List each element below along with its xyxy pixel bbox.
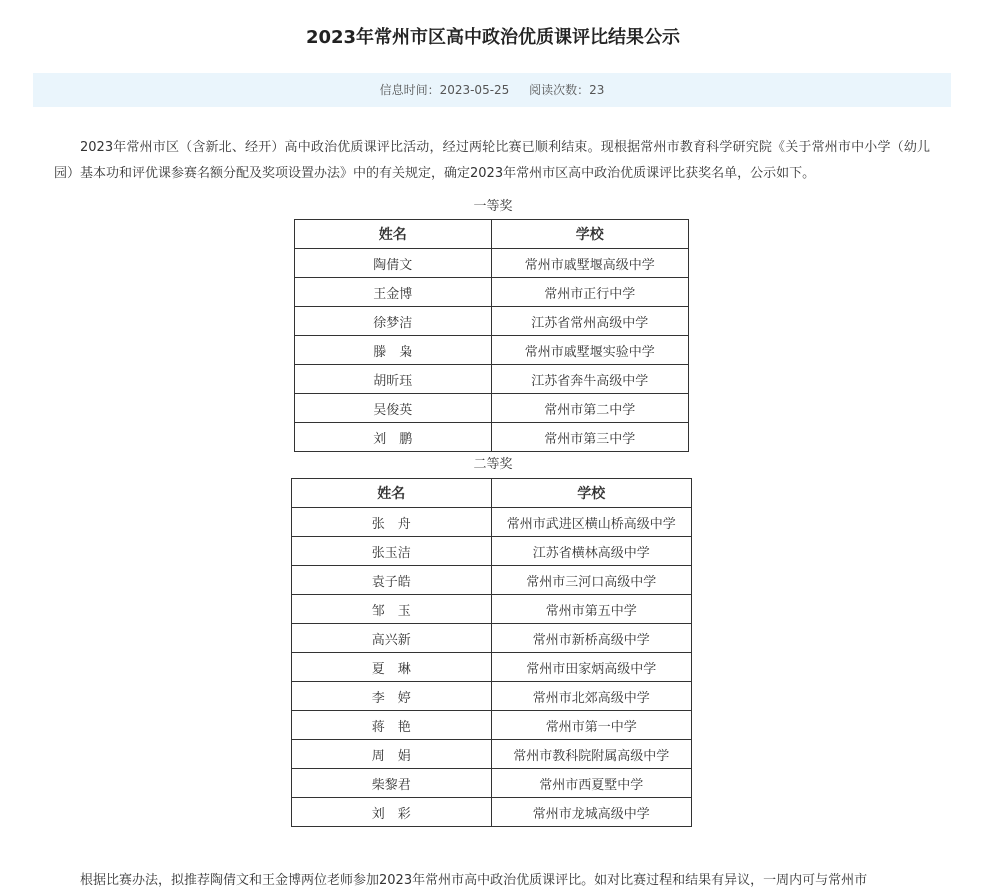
- closing-paragraph: 根据比赛办法，拟推荐陶倩文和王金博两位老师参加2023年常州市高中政治优质课评比。如对比赛过程和结果有异议，一周内可与常州市: [80, 873, 868, 888]
- table-row: [295, 394, 689, 423]
- table-row: [292, 682, 692, 711]
- winner-school: 常州市第五中学: [491, 595, 691, 624]
- winner-name: 王金博: [295, 278, 492, 307]
- winner-name: 刘 鹏: [295, 423, 492, 452]
- page-title: 2023年常州市区高中政治优质课评比结果公示: [305, 27, 681, 48]
- table-row: [292, 566, 692, 595]
- table-row: [295, 365, 689, 394]
- winner-school: 常州市戚墅堰实验中学: [491, 336, 688, 365]
- winner-school: 江苏省常州高级中学: [491, 307, 688, 336]
- winner-name: 吴俊英: [295, 394, 492, 423]
- header-school: 学校: [491, 479, 691, 508]
- intro-paragraph: 2023年常州市区（含新北、经开）高中政治优质课评比活动，经过两轮比赛已顺利结束。现根据常州市教育科学研究院《关于常州市中小学（幼儿园）基本功和评优课参赛名额分配及奖项设置办法》中的有关规定，确定2023年常州市区高中政治优质课评比获奖名单，公示如下。: [54, 140, 930, 181]
- winner-name: 周 娟: [292, 740, 492, 769]
- winner-school: 江苏省横林高级中学: [491, 537, 691, 566]
- table-row: [292, 711, 692, 740]
- winner-school: 江苏省奔牛高级中学: [491, 365, 688, 394]
- winner-name: 张 舟: [292, 508, 492, 537]
- winner-school: 常州市龙城高级中学: [491, 798, 691, 827]
- winner-name: 高兴新: [292, 624, 492, 653]
- winner-name: 柴黎君: [292, 769, 492, 798]
- winner-name: 陶倩文: [295, 249, 492, 278]
- first-prize-caption: 一等奖: [473, 199, 513, 214]
- winner-name: 夏 琳: [292, 653, 492, 682]
- first-prize-table: [294, 219, 689, 452]
- winner-name: 蒋 艳: [292, 711, 492, 740]
- winner-school: 常州市第一中学: [491, 711, 691, 740]
- winner-school: 常州市第三中学: [491, 423, 688, 452]
- table-row: [292, 740, 692, 769]
- winner-school: 常州市武进区横山桥高级中学: [491, 508, 691, 537]
- table-row: [292, 769, 692, 798]
- winner-name: 胡昕珏: [295, 365, 492, 394]
- table-row: [292, 595, 692, 624]
- winner-name: 徐梦洁: [295, 307, 492, 336]
- second-prize-table: [291, 478, 692, 827]
- winner-name: 袁子皓: [292, 566, 492, 595]
- table-row: [292, 653, 692, 682]
- winner-name: 刘 彩: [292, 798, 492, 827]
- table-header-row: [295, 220, 689, 249]
- header-name: 姓名: [295, 220, 492, 249]
- winner-school: 常州市新桥高级中学: [491, 624, 691, 653]
- publish-time: 信息时间：2023-05-25: [379, 83, 510, 97]
- winner-name: 邹 玉: [292, 595, 492, 624]
- table-row: [295, 249, 689, 278]
- winner-school: 常州市戚墅堰高级中学: [491, 249, 688, 278]
- table-header-row: [292, 479, 692, 508]
- header-school: 学校: [491, 220, 688, 249]
- winner-name: 张玉洁: [292, 537, 492, 566]
- header-name: 姓名: [292, 479, 492, 508]
- table-row: [292, 624, 692, 653]
- table-row: [292, 508, 692, 537]
- winner-school: 常州市教科院附属高级中学: [491, 740, 691, 769]
- table-row: [295, 278, 689, 307]
- winner-school: 常州市西夏墅中学: [491, 769, 691, 798]
- second-prize-caption: 二等奖: [473, 457, 513, 472]
- table-row: [295, 423, 689, 452]
- info-bar: [33, 73, 951, 107]
- winner-school: 常州市田家炳高级中学: [491, 653, 691, 682]
- table-row: [292, 798, 692, 827]
- winner-school: 常州市北郊高级中学: [491, 682, 691, 711]
- winner-school: 常州市第二中学: [491, 394, 688, 423]
- table-row: [295, 307, 689, 336]
- winner-name: 滕 枭: [295, 336, 492, 365]
- winner-school: 常州市正行中学: [491, 278, 688, 307]
- winner-name: 李 婷: [292, 682, 492, 711]
- table-row: [292, 537, 692, 566]
- table-row: [295, 336, 689, 365]
- winner-school: 常州市三河口高级中学: [491, 566, 691, 595]
- view-count: 阅读次数：23: [529, 83, 605, 97]
